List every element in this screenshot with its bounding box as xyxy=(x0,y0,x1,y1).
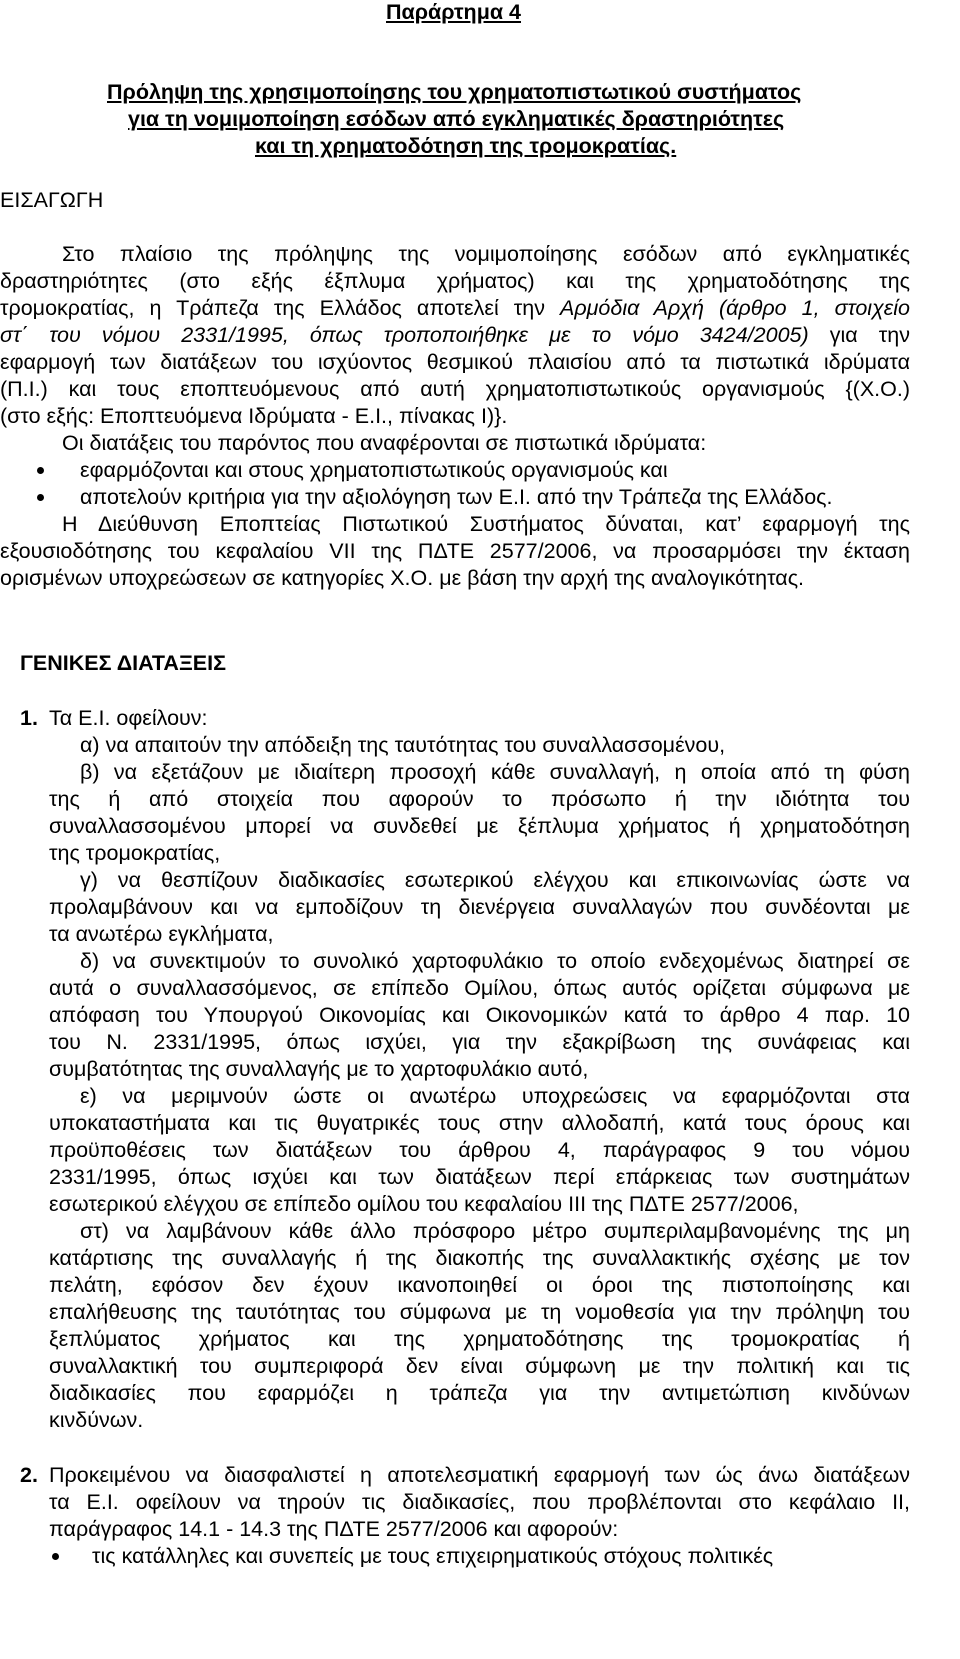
section-1-line: του Ν. 2331/1995, όπως ισχύει, για την εξακρίβωση της συνάφειας και xyxy=(49,1030,910,1054)
intro-line-4: στ΄ του νόμου 2331/1995, όπως τροποποιήθηκε με το νόμο 3424/2005) για την xyxy=(0,323,910,347)
section-1-line: προϋποθέσεις των διατάξεων του άρθρου 4, παράγραφος 9 του νόμου xyxy=(49,1138,910,1162)
section-1-line: της ή από στοιχεία που αφορούν το πρόσωπο ή την ιδιότητα του xyxy=(49,787,910,811)
section-1-line: της τρομοκρατίας, xyxy=(49,841,221,865)
intro-line-5: εφαρμογή των διατάξεων του ισχύοντος θεσμικού πλαισίου από τα πιστωτικά ιδρύματα xyxy=(0,350,910,374)
intro-line-2: δραστηριότητες (στο εξής έξπλυμα χρήματος) και της χρηματοδότησης της xyxy=(0,269,910,293)
section-2-number: 2. xyxy=(20,1463,38,1487)
intro-line-7: (στο εξής: Εποπτευόμενα Ιδρύματα - Ε.Ι., πίνακας Ι)}. xyxy=(0,404,508,428)
general-heading: ΓΕΝΙΚΕΣ ΔΙΑΤΑΞΕΙΣ xyxy=(20,651,226,675)
section-1-line: ε) να μεριμνούν ώστε οι ανωτέρω υποχρεώσεις να εφαρμόζονται στα xyxy=(80,1084,910,1108)
section-1-line: δ) να συνεκτιμούν το συνολικό χαρτοφυλάκιο το οποίο ενδεχομένως διατηρεί σε xyxy=(80,949,910,973)
section-1-line: απόφαση του Υπουργού Οικονομίας και Οικονομικών κατά το άρθρο 4 παρ. 10 xyxy=(49,1003,910,1027)
section-1-line: α) να απαιτούν την απόδειξη της ταυτότητας του συναλλασσομένου, xyxy=(80,733,726,757)
section-1-line: υποκαταστήματα και τις θυγατρικές τους στην αλλοδαπή, κατά τους όρους και xyxy=(49,1111,910,1135)
section-2-bullet: τις κατάλληλες και συνεπείς με τους επιχειρηματικούς στόχους πολιτικές xyxy=(92,1544,774,1568)
intro-line-3: τρομοκρατίας, η Τράπεζα της Ελλάδος αποτελεί την Αρμόδια Αρχή (άρθρο 1, στοιχείο xyxy=(0,296,910,320)
intro-line-1: Στο πλαίσιο της πρόληψης της νομιμοποίησης εσόδων από εγκληματικές xyxy=(62,242,910,266)
section-1-line: αυτά ο συναλλασσόμενος, σε επίπεδο Ομίλου, όπως αυτός ορίζεται σύμφωνα με xyxy=(49,976,910,1000)
intro-line-9: Η Διεύθυνση Εποπτείας Πιστωτικού Συστήματος δύναται, κατ’ εφαρμογή της xyxy=(62,512,910,536)
doc-title-line-2: για τη νομιμοποίηση εσόδων από εγκληματικές δραστηριότητες xyxy=(128,107,785,131)
section-2-line: Προκειμένου να διασφαλιστεί η αποτελεσματική εφαρμογή των ώς άνω διατάξεων xyxy=(49,1463,910,1487)
section-2-line: παράγραφος 14.1 - 14.3 της ΠΔΤΕ 2577/2006 και αφορούν: xyxy=(49,1517,619,1541)
section-1-line: εσωτερικού ελέγχου σε επίπεδο ομίλου του κεφαλαίου ΙΙΙ της ΠΔΤΕ 2577/2006, xyxy=(49,1192,799,1216)
bullet-icon xyxy=(37,467,44,474)
section-1-line: συναλλακτική του συμπεριφορά δεν είναι σύμφωνη με την πολιτική και τις xyxy=(49,1354,910,1378)
section-1-line: κινδύνων. xyxy=(49,1408,144,1432)
section-1-line: διαδικασίες που εφαρμόζει η τράπεζα για την αντιμετώπιση κινδύνων xyxy=(49,1381,910,1405)
section-1-line: β) να εξετάζουν με ιδιαίτερη προσοχή κάθε συναλλαγή, η οποία από τη φύση xyxy=(80,760,910,784)
intro-line-8: Οι διατάξεις του παρόντος που αναφέρονται σε πιστωτικά ιδρύματα: xyxy=(62,431,707,455)
doc-title-line-3: και τη χρηματοδότηση της τρομοκρατίας. xyxy=(255,134,677,158)
section-1-line: προλαμβάνουν και να εμποδίζουν τη διενέργεια συναλλαγών που συνδέονται με xyxy=(49,895,910,919)
section-1-line: στ) να λαμβάνουν κάθε άλλο πρόσφορο μέτρο συμπεριλαμβανομένης της μη xyxy=(80,1219,910,1243)
section-1-lead: Τα Ε.Ι. οφείλουν: xyxy=(49,706,208,730)
intro-line-10: εξουσιοδότησης του κεφαλαίου VII της ΠΔΤΕ 2577/2006, να προσαρμόσει την έκταση xyxy=(0,539,910,563)
section-1-line: συμβατότητας της συναλλαγής με το χαρτοφυλάκιο αυτό, xyxy=(49,1057,589,1081)
intro-heading: ΕΙΣΑΓΩΓΗ xyxy=(0,188,104,212)
section-1-line: τα ανωτέρω εγκλήματα, xyxy=(49,922,274,946)
annex-title: Παράρτημα 4 xyxy=(386,0,521,24)
section-1-line: πελάτη, εφόσον δεν έχουν ικανοποιηθεί οι όροι της πιστοποίησης και xyxy=(49,1273,910,1297)
section-1-line: κατάρτισης της συναλλαγής ή της διακοπής της συναλλακτικής σχέσης με τον xyxy=(49,1246,910,1270)
section-1-line: επαλήθευσης της ταυτότητας του σύμφωνα με τη νομοθεσία για την πρόληψη του xyxy=(49,1300,910,1324)
doc-title-line-1: Πρόληψη της χρησιμοποίησης του χρηματοπιστωτικού συστήματος xyxy=(107,80,802,104)
bullet-icon xyxy=(52,1553,59,1560)
intro-bullet-1: εφαρμόζονται και στους χρηματοπιστωτικούς οργανισμούς και xyxy=(80,458,668,482)
section-1-line: 2331/1995, όπως ισχύει και των διατάξεων περί επάρκειας των συστημάτων xyxy=(49,1165,910,1189)
section-1-line: συναλλασσομένου μπορεί να συνδεθεί με ξέπλυμα χρήματος ή χρηματοδότηση xyxy=(49,814,910,838)
section-1-line: γ) να θεσπίζουν διαδικασίες εσωτερικού ελέγχου και επικοινωνίας ώστε να xyxy=(80,868,910,892)
section-1-line: ξεπλύματος χρήματος και της χρηματοδότησης της τρομοκρατίας ή xyxy=(49,1327,910,1351)
section-2-line: τα Ε.Ι. οφείλουν να τηρούν τις διαδικασίες, που προβλέπονται στο κεφάλαιο ΙΙ, xyxy=(49,1490,910,1514)
intro-line-11: ορισμένων υποχρεώσεων σε κατηγορίες Χ.Ο. με βάση την αρχή της αναλογικότητας. xyxy=(0,566,805,590)
intro-line-6: (Π.Ι.) και τους εποπτευόμενους από αυτή χρηματοπιστωτικούς οργανισμούς {(Χ.Ο.) xyxy=(0,377,910,401)
intro-bullet-2: αποτελούν κριτήρια για την αξιολόγηση των Ε.Ι. από την Τράπεζα της Ελλάδος. xyxy=(80,485,833,509)
section-1-number: 1. xyxy=(20,706,38,730)
bullet-icon xyxy=(37,494,44,501)
